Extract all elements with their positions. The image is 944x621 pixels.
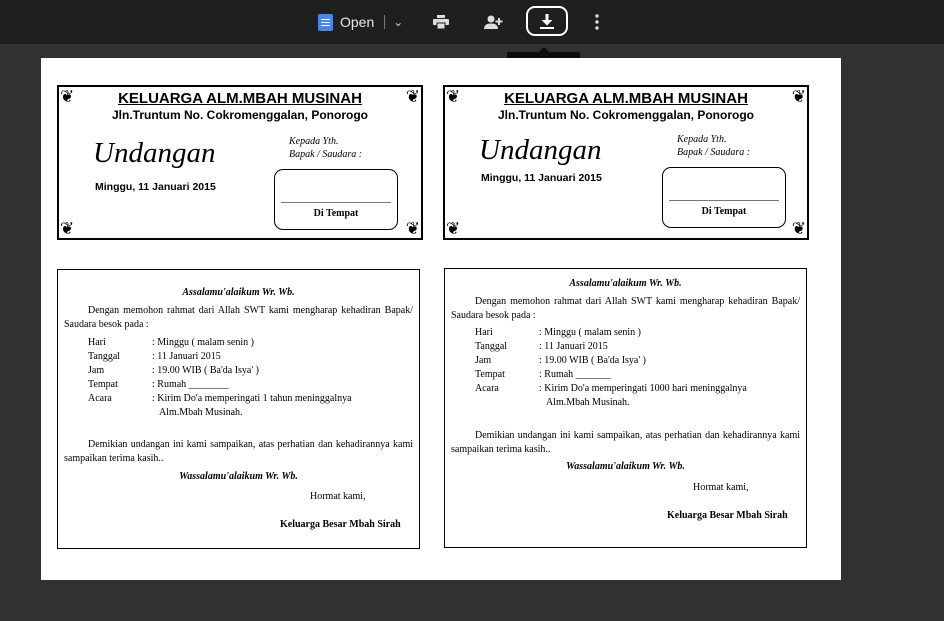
- recipient-line: [281, 202, 391, 203]
- document-page: [41, 58, 841, 580]
- ornament-icon: ❦: [446, 219, 461, 238]
- salam: Assalamu'alaikum Wr. Wb.: [569, 278, 682, 289]
- detail-value: : Minggu ( malam senin ): [152, 337, 254, 348]
- detail-row: [64, 350, 413, 364]
- invitation-header-card: [57, 85, 423, 240]
- detail-label: Tempat: [475, 369, 505, 380]
- detail-row: [451, 382, 800, 396]
- detail-value: Alm.Mbah Musinah.: [539, 397, 630, 408]
- kepada-line: Kepada Yth.: [677, 134, 727, 145]
- divider: [384, 15, 385, 29]
- ornament-icon: ❦: [60, 219, 75, 238]
- recipient-box: [274, 169, 398, 230]
- person-add-icon: [483, 15, 503, 29]
- detail-label: Tanggal: [88, 351, 121, 362]
- detail-label: Tanggal: [475, 341, 508, 352]
- event-details: [64, 336, 413, 420]
- family-title: KELUARGA ALM.MBAH MUSINAH: [118, 90, 362, 107]
- detail-label: Acara: [475, 383, 499, 394]
- detail-value: : 11 Januari 2015: [539, 341, 608, 352]
- intro-text: Dengan memohon rahmat dari Allah SWT kami mengharap kehadiran Bapak/ Saudara besok pada :: [64, 305, 413, 330]
- ornament-icon: ❦: [405, 87, 420, 106]
- more-vert-icon: [595, 14, 599, 30]
- event-details: [451, 326, 800, 410]
- ornament-icon: ❦: [791, 219, 806, 238]
- detail-value: : 19.00 WIB ( Ba'da Isya' ): [539, 355, 647, 366]
- detail-value: : Rumah _______: [539, 369, 611, 380]
- ornament-icon: ❦: [446, 87, 461, 106]
- signature: Keluarga Besar Mbah Sirah: [667, 510, 788, 521]
- family-title: KELUARGA ALM.MBAH MUSINAH: [504, 90, 748, 107]
- closing-text: Demikian undangan ini kami sampaikan, atas perhatian dan kehadirannya kami sampaikan terima kasih..: [451, 430, 800, 455]
- salam: Assalamu'alaikum Wr. Wb.: [182, 287, 295, 298]
- ornament-icon: ❦: [791, 87, 806, 106]
- detail-row: [64, 378, 413, 392]
- detail-label: Hari: [88, 337, 106, 348]
- detail-row: [451, 354, 800, 368]
- detail-value: : Rumah ________: [152, 379, 229, 390]
- more-options-button[interactable]: [583, 8, 611, 36]
- intro-text: Dengan memohon rahmat dari Allah SWT kami mengharap kehadiran Bapak/ Saudara besok pada :: [451, 296, 800, 321]
- detail-value: : Kirim Do'a memperingati 1 tahun meninggalnya: [152, 393, 352, 404]
- ornament-icon: ❦: [60, 87, 75, 106]
- detail-label: Jam: [88, 365, 105, 376]
- detail-value: : 19.00 WIB ( Ba'da Isya' ): [152, 365, 260, 376]
- detail-label: Jam: [475, 355, 492, 366]
- recipient-box: [662, 167, 786, 228]
- open-with-button[interactable]: [318, 9, 403, 35]
- signature: Keluarga Besar Mbah Sirah: [280, 519, 401, 530]
- ornament-icon: ❦: [405, 219, 420, 238]
- hormat: Hormat kami,: [693, 482, 749, 493]
- invitation-body-card: [444, 268, 807, 548]
- event-date: Minggu, 11 Januari 2015: [95, 181, 216, 193]
- detail-label: Hari: [475, 327, 493, 338]
- bapak-line: Bapak / Saudara :: [677, 147, 751, 158]
- wassalam: Wassalamu'alaikum Wr. Wb.: [566, 461, 685, 472]
- hormat: Hormat kami,: [310, 491, 366, 502]
- undangan-heading: Undangan: [93, 137, 216, 169]
- detail-row: [451, 326, 800, 340]
- invitation-header-card: [443, 85, 809, 240]
- detail-value: : Minggu ( malam senin ): [539, 327, 641, 338]
- di-tempat: Di Tempat: [313, 208, 359, 219]
- google-docs-icon: [318, 14, 333, 31]
- detail-row: [451, 396, 800, 410]
- undangan-heading: Undangan: [479, 134, 602, 166]
- event-date: Minggu, 11 Januari 2015: [481, 172, 602, 184]
- bapak-line: Bapak / Saudara :: [289, 149, 363, 160]
- detail-row: [64, 406, 413, 420]
- open-label: Open: [340, 14, 375, 30]
- detail-label: Acara: [88, 393, 112, 404]
- detail-row: [64, 364, 413, 378]
- detail-row: [64, 392, 413, 406]
- detail-value: : Kirim Do'a memperingati 1000 hari meninggalnya: [539, 383, 747, 394]
- recipient-label: [677, 133, 750, 159]
- print-icon: [433, 15, 449, 29]
- detail-value: Alm.Mbah Musinah.: [152, 407, 243, 418]
- viewer-toolbar: [0, 0, 944, 44]
- detail-row: [451, 340, 800, 354]
- kepada-line: Kepada Yth.: [289, 136, 339, 147]
- family-address: Jln.Truntum No. Cokromenggalan, Ponorogo: [111, 108, 368, 122]
- recipient-line: [669, 200, 779, 201]
- download-icon: [540, 14, 554, 29]
- detail-row: [451, 368, 800, 382]
- detail-label: Tempat: [88, 379, 118, 390]
- download-button[interactable]: [526, 6, 568, 36]
- invitation-body-card: [57, 269, 420, 549]
- wassalam: Wassalamu'alaikum Wr. Wb.: [179, 471, 298, 482]
- family-address: Jln.Truntum No. Cokromenggalan, Ponorogo: [497, 108, 754, 122]
- closing-text: Demikian undangan ini kami sampaikan, atas perhatian dan kehadirannya kami sampaikan terima kasih..: [64, 439, 413, 464]
- recipient-label: [289, 135, 362, 161]
- detail-row: [64, 336, 413, 350]
- add-people-button[interactable]: [479, 8, 507, 36]
- print-button[interactable]: [427, 8, 455, 36]
- di-tempat: Di Tempat: [701, 206, 747, 217]
- chevron-down-icon[interactable]: ⌄: [393, 15, 404, 29]
- detail-value: : 11 Januari 2015: [152, 351, 221, 362]
